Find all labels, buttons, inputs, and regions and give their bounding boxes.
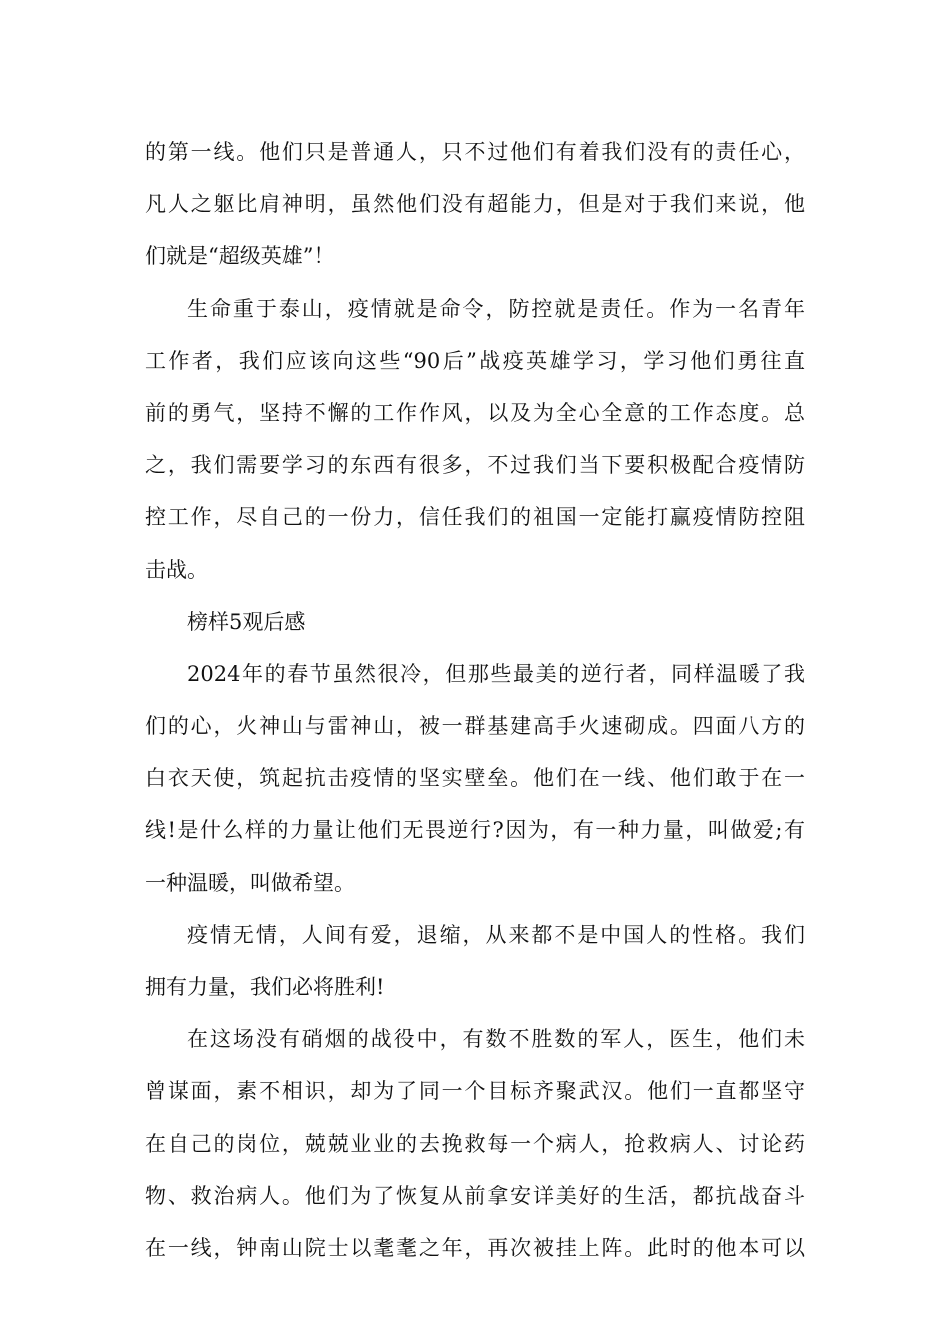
text-line: 在自己的岗位，兢兢业业的去挽救每一个病人，抢救病人、讨论药 xyxy=(145,1131,805,1156)
text-line: 白衣天使，筑起抗击疫情的坚实壁垒。他们在一线、他们敢于在一 xyxy=(145,766,805,791)
text-line: 线!是什么样的力量让他们无畏逆行?因为，有一种力量，叫做爱;有 xyxy=(145,818,805,843)
text-line: 之，我们需要学习的东西有很多，不过我们当下要积极配合疫情防 xyxy=(145,453,805,478)
paragraph-4 xyxy=(145,909,805,1013)
text-line: 生命重于泰山，疫情就是命令，防控就是责任。作为一名青年 xyxy=(187,296,805,321)
text-line: 工作者，我们应该向这些“90后”战疫英雄学习，学习他们勇往直 xyxy=(145,348,805,373)
paragraph-5 xyxy=(145,1013,805,1274)
text-line: 凡人之躯比肩神明，虽然他们没有超能力，但是对于我们来说，他 xyxy=(145,192,805,217)
text-line: 曾谋面，素不相识，却为了同一个目标齐聚武汉。他们一直都坚守 xyxy=(145,1079,805,1104)
heading-text: 榜样5观后感 xyxy=(187,609,306,634)
text-line: 的第一线。他们只是普通人，只不过他们有着我们没有的责任心， xyxy=(145,140,805,164)
text-line: 物、救治病人。他们为了恢复从前拿安详美好的生活，都抗战奋斗 xyxy=(145,1183,805,1208)
text-line: 们的心，火神山与雷神山，被一群基建高手火速砌成。四面八方的 xyxy=(145,714,805,739)
text-line: 击战。 xyxy=(145,557,208,582)
text-line: 前的勇气，坚持不懈的工作作风，以及为全心全意的工作态度。总 xyxy=(145,400,805,425)
text-line: 2024年的春节虽然很冷，但那些最美的逆行者，同样温暖了我 xyxy=(187,661,805,686)
section-heading xyxy=(145,596,805,648)
text-line: 一种温暖，叫做希望。 xyxy=(145,870,355,895)
paragraph-2 xyxy=(145,283,805,596)
text-line: 在一线，钟南山院士以耄耄之年，再次被挂上阵。此时的他本可以 xyxy=(145,1235,805,1260)
text-line: 在这场没有硝烟的战役中，有数不胜数的军人，医生，他们未 xyxy=(187,1027,805,1052)
text-line: 拥有力量，我们必将胜利! xyxy=(145,975,385,999)
document-body xyxy=(145,126,805,1274)
paragraph-1 xyxy=(145,126,805,283)
text-line: 控工作，尽自己的一份力，信任我们的祖国一定能打赢疫情防控阻 xyxy=(145,505,805,530)
text-line: 们就是“超级英雄”！ xyxy=(145,244,335,269)
paragraph-3 xyxy=(145,648,805,909)
text-line: 疫情无情，人间有爱，退缩，从来都不是中国人的性格。我们 xyxy=(187,922,805,947)
